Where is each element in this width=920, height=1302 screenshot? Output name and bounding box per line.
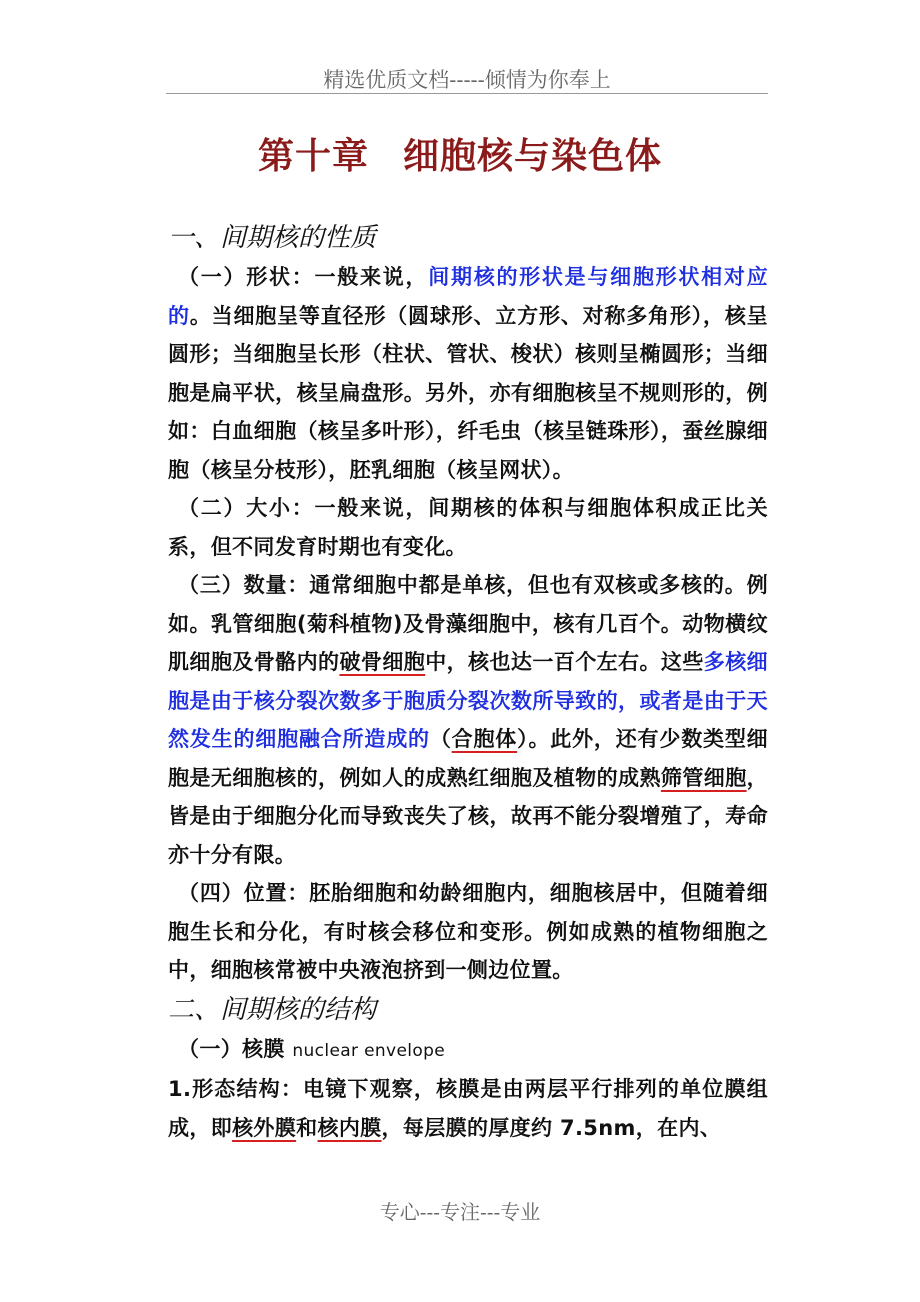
shape-body: 。当细胞呈等直径形（圆球形、立方形、对称多角形），核呈圆形；当细胞呈长形（柱状、管状、梭状）核则呈椭圆形；当细胞是扁平状，核呈扁盘形。另外，亦有细胞核呈不规则形的，例如：白血细胞（核呈多叶形），纤毛虫（核呈链珠形），蚕丝腺细胞（核呈分枝形），胚乳细胞（核呈网状）。 — [168, 303, 768, 482]
morph-lead: 1.形态结构：电镜下观察，核膜是由两层平行排列的单位膜组成，即 — [168, 1077, 768, 1140]
chapter-name: 细胞核与染色体 — [403, 136, 663, 177]
subheading-latin: nuclear envelope — [292, 1040, 446, 1061]
paragraph-shape — [168, 258, 768, 489]
paragraph-morphology — [168, 1070, 768, 1147]
page-footer: 专心---专注---专业 — [379, 1200, 541, 1224]
term-inner-membrane: 核内膜 — [317, 1115, 382, 1140]
number-end: ，皆是由于细胞分化而导致丧失了核，故再不能分裂增殖了，寿命亦十分有限。 — [168, 765, 768, 867]
paragraph-number — [168, 566, 768, 874]
number-highlight: 多核细胞是由于核分裂次数多于胞质分裂次数所导致的，或者是由于天然发生的细胞融合所造成的 — [168, 650, 768, 751]
page-header: 精选优质文档-----倾情为你奉上 — [323, 68, 611, 92]
section-heading-structure: 二、间期核的结构 — [168, 994, 377, 1025]
morph-and: 和 — [296, 1115, 318, 1140]
number-mid: 中，核也达一百个左右。这些 — [425, 650, 704, 674]
number-paren-open: （ — [429, 727, 452, 751]
subheading-label: （一）核膜 — [178, 1036, 293, 1061]
subheading-nuclear-envelope — [168, 1030, 768, 1071]
number-rest: ）。此外，还有少数类型细胞是无细胞核的，例如人的成熟红细胞及植物的成熟 — [168, 727, 769, 790]
chapter-number: 第十章 — [257, 136, 369, 177]
term-syncytium: 合胞体 — [451, 727, 518, 751]
shape-highlight: 间期核的形状是与细胞形状相对应的 — [168, 265, 768, 328]
number-lead: （三）数量：通常细胞中都是单核，但也有双核或多核的。例如。乳管细胞(菊科植物)及骨藻细胞中，核有几百个。动物横纹肌细胞及骨骼内的 — [168, 573, 768, 674]
morph-rest: ，每层膜的厚度约 7.5nm，在内、 — [381, 1115, 722, 1140]
header-rule — [166, 93, 768, 94]
term-sieve-tube: 筛管细胞 — [660, 765, 747, 790]
chapter-title — [0, 128, 920, 179]
section-heading-properties: 一、间期核的性质 — [168, 223, 377, 253]
term-osteoclast: 破骨细胞 — [339, 650, 426, 674]
term-outer-membrane: 核外膜 — [232, 1115, 297, 1140]
document-body — [168, 218, 768, 1147]
shape-lead: （一）形状：一般来说， — [178, 265, 429, 289]
paragraph-position: （四）位置：胚胎细胞和幼龄细胞内，细胞核居中，但随着细胞生长和分化，有时核会移位和变形。例如成熟的植物细胞之中，细胞核常被中央液泡挤到一侧边位置。 — [168, 881, 768, 982]
paragraph-size: （二）大小：一般来说，间期核的体积与细胞体积成正比关系，但不同发育时期也有变化。 — [168, 496, 768, 559]
